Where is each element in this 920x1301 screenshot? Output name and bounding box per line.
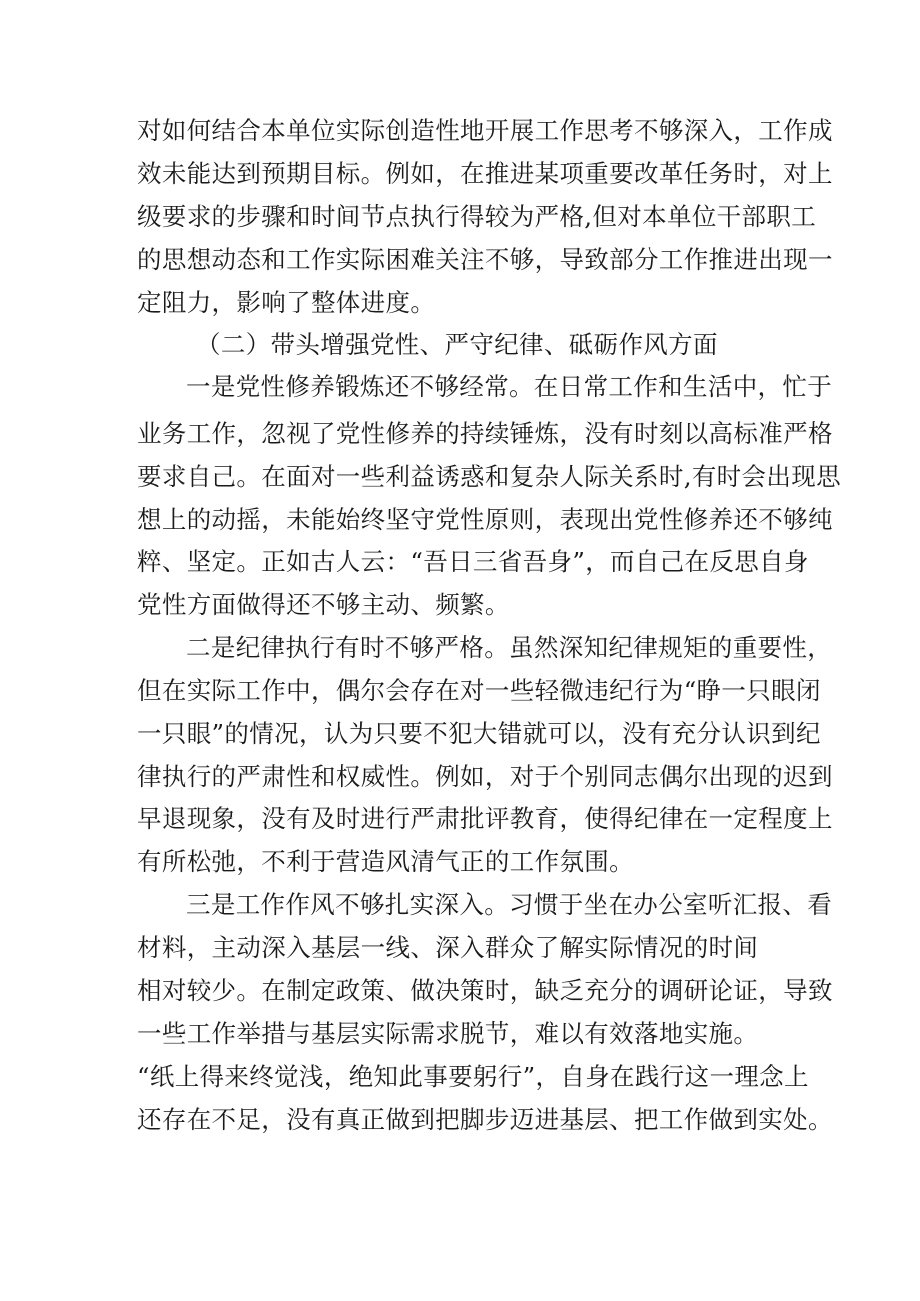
text-line: 相对较少。在制定政策、做决策时，缺乏充分的调研论证，导致 <box>137 976 833 1005</box>
text-line: 的思想动态和工作实际困难关注不够，导致部分工作推进出现一 <box>137 245 833 274</box>
paragraph-start: 一是党性修养锻炼还不够经常。在日常工作和生活中，忙于 <box>186 372 833 401</box>
text-line: 定阻力，影响了整体进度。 <box>137 288 436 317</box>
text-line: 早退现象，没有及时进行严肃批评教育，使得纪律在一定程度上 <box>137 804 833 833</box>
text-line: 对如何结合本单位实际创造性地开展工作思考不够深入，工作成 <box>137 116 833 145</box>
text-line: 党性方面做得还不够主动、频繁。 <box>137 590 510 619</box>
section-heading: （二）带头增强党性、严守纪律、砥砺作风方面 <box>196 330 718 359</box>
text-line: 业务工作，忽视了党性修养的持续锤炼，没有时刻以高标准严格 <box>137 419 833 448</box>
text-line: 效未能达到预期目标。例如，在推进某项重要改革任务时，对上 <box>137 159 833 188</box>
text-line: 材料，主动深入基层一线、深入群众了解实际情况的时间 <box>137 933 759 962</box>
text-line: 一些工作举措与基层实际需求脱节，难以有效落地实施。 <box>137 1019 759 1048</box>
paragraph-start: 三是工作作风不够扎实深入。习惯于坐在办公室听汇报、看 <box>186 890 833 919</box>
text-line: 要求自己。在面对一些利益诱惑和复杂人际关系时,有时会出现思 <box>137 462 841 491</box>
text-line: 想上的动摇，未能始终坚守党性原则，表现出党性修养还不够纯 <box>137 505 833 534</box>
text-line: 级要求的步骤和时间节点执行得较为严格,但对本单位干部职工 <box>137 202 817 231</box>
text-line: 粹、坚定。正如古人云：“吾日三省吾身”，而自己在反思自身 <box>137 547 809 576</box>
paragraph-start: 二是纪律执行有时不够严格。虽然深知纪律规矩的重要性， <box>186 633 833 662</box>
text-line: 一只眼”的情况，认为只要不犯大错就可以，没有充分认识到纪 <box>137 719 821 748</box>
text-line: 但在实际工作中，偶尔会存在对一些轻微违纪行为“睁一只眼闭 <box>137 676 821 705</box>
text-line: 还存在不足，没有真正做到把脚步迈进基层、把工作做到实处。 <box>137 1105 833 1134</box>
text-line: 有所松弛，不利于营造风清气正的工作氛围。 <box>137 847 634 876</box>
text-line: “纸上得来终觉浅，绝知此事要躬行”，自身在践行这一理念上 <box>137 1062 809 1091</box>
text-line: 律执行的严肃性和权威性。例如，对于个别同志偶尔出现的迟到 <box>137 762 833 791</box>
